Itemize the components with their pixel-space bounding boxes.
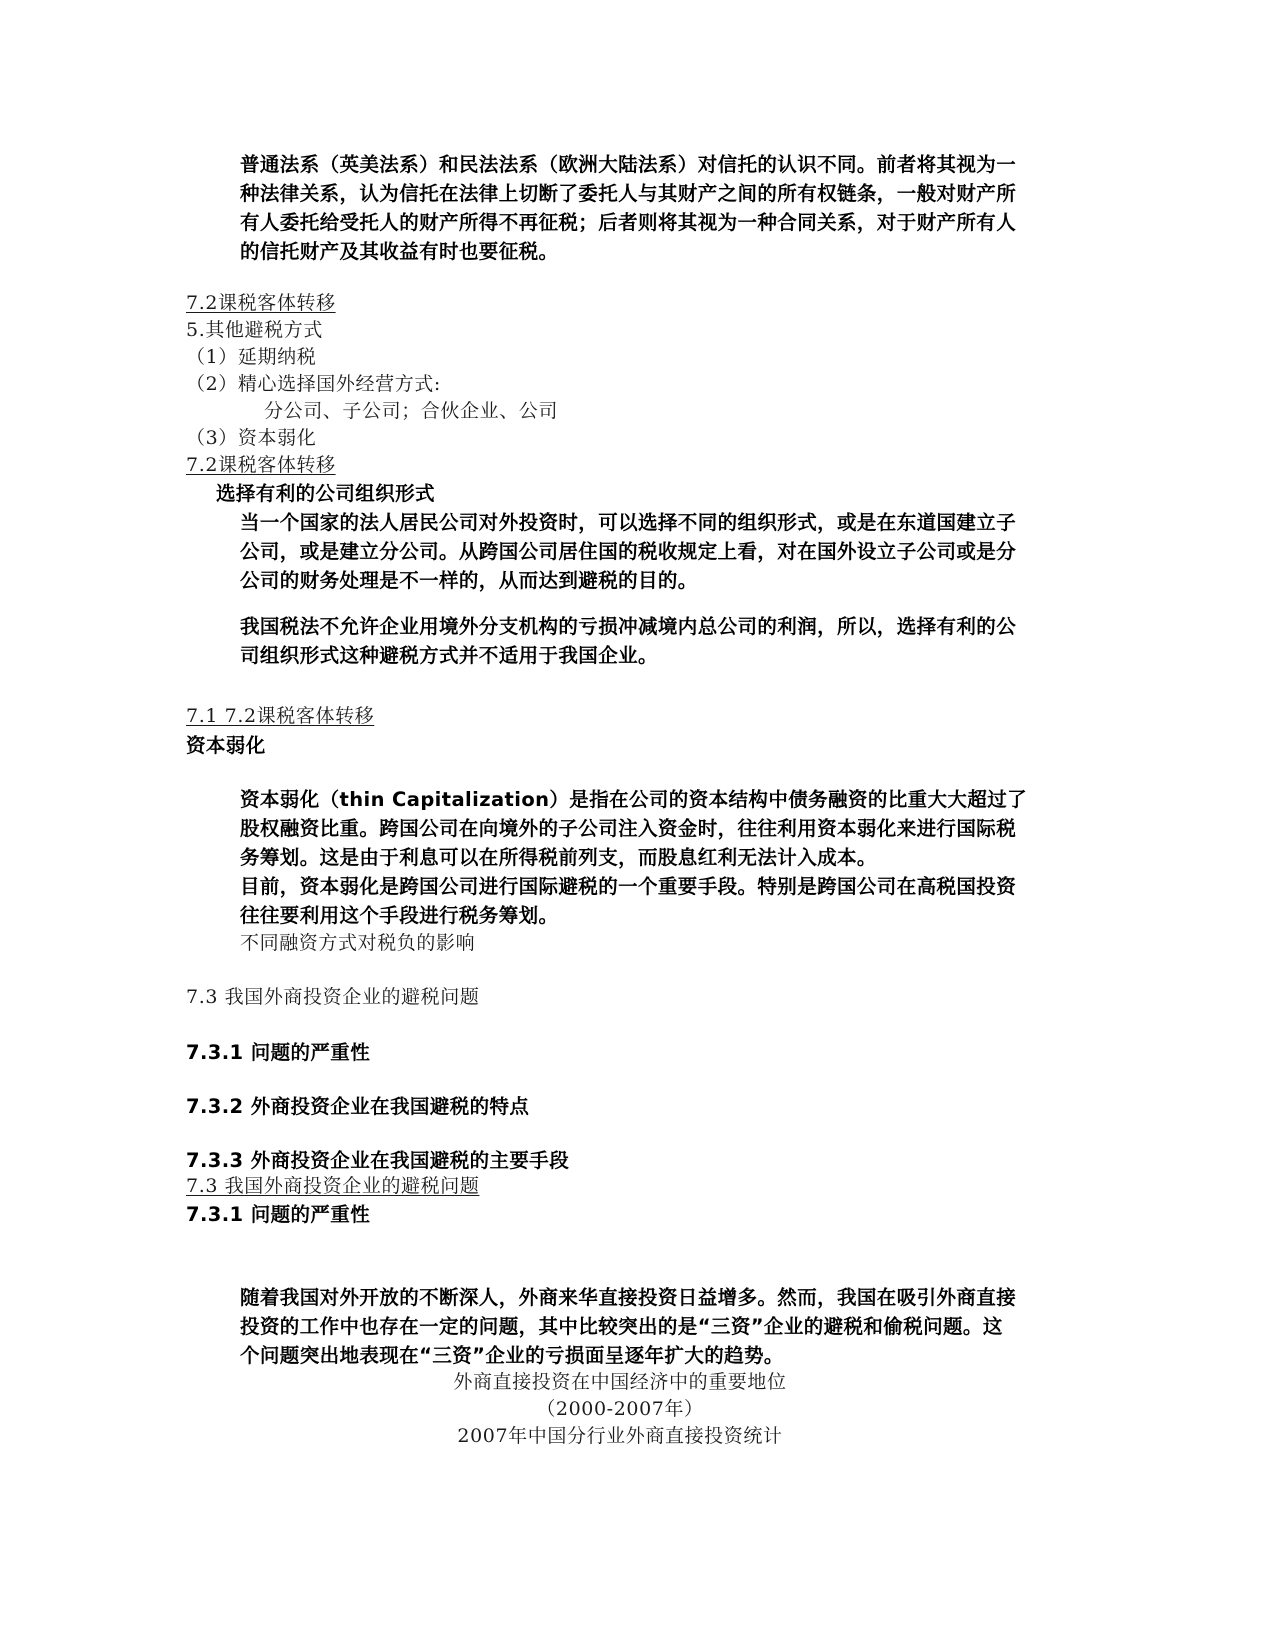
figure-caption: 外商直接投资在中国经济中的重要地位 [453, 1371, 787, 1393]
figure-caption: （2000-2007年） [536, 1398, 704, 1420]
paragraph-line: 种法律关系，认为信托在法律上切断了委托人与其财产之间的所有权链条，一般对财产所 [240, 182, 1017, 205]
section-heading: 7.2课税客体转移 [186, 292, 336, 314]
body-paragraph [240, 508, 1100, 595]
toc-item: 7.3.3 外商投资企业在我国避税的主要手段 [186, 1149, 570, 1172]
section-heading: 7.3 我国外商投资企业的避税问题 [186, 986, 480, 1008]
paragraph-line: 务筹划。这是由于利息可以在所得税前列支，而股息红利无法计入成本。 [240, 846, 877, 869]
section-subheading: 选择有利的公司组织形式 [216, 482, 435, 505]
paragraph-line: 往往要利用这个手段进行税务筹划。 [240, 904, 559, 927]
paragraph-line: 普通法系（英美法系）和民法法系（欧洲大陆法系）对信托的认识不同。前者将其视为一 [240, 153, 1017, 176]
body-paragraph [240, 612, 1100, 670]
figure-caption: 2007年中国分行业外商直接投资统计 [457, 1425, 783, 1447]
paragraph-line: 公司，或是建立分公司。从跨国公司居住国的税收规定上看，对在国外设立子公司或是分 [240, 540, 1017, 563]
list-item: （2）精心选择国外经营方式: [186, 373, 441, 395]
note-text: 不同融资方式对税负的影响 [240, 932, 476, 954]
toc-item: 7.3.2 外商投资企业在我国避税的特点 [186, 1095, 530, 1118]
list-item: （3）资本弱化 [186, 427, 317, 449]
paragraph-line: 当一个国家的法人居民公司对外投资时，可以选择不同的组织形式，或是在东道国建立子 [240, 511, 1017, 534]
paragraph-line: 司组织形式这种避税方式并不适用于我国企业。 [240, 644, 658, 667]
list-item-detail: 分公司、子公司；合伙企业、公司 [264, 400, 559, 422]
paragraph-line: 股权融资比重。跨国公司在向境外的子公司注入资金时，往往利用资本弱化来进行国际税 [240, 817, 1017, 840]
paragraph-line: 随着我国对外开放的不断深人，外商来华直接投资日益增多。然而，我国在吸引外商直接 [240, 1286, 1017, 1309]
paragraph-line: 有人委托给受托人的财产所得不再征税；后者则将其视为一种合同关系，对于财产所有人 [240, 211, 1017, 234]
section-heading: 7.3 我国外商投资企业的避税问题 [186, 1175, 480, 1197]
section-subheading: 7.3.1 问题的严重性 [186, 1203, 371, 1226]
paragraph-line: 个问题突出地表现在“三资”企业的亏损面呈逐年扩大的趋势。 [240, 1344, 784, 1367]
list-item: （1）延期纳税 [186, 346, 317, 368]
section-heading: 7.2课税客体转移 [186, 454, 336, 476]
paragraph-line: 投资的工作中也存在一定的问题，其中比较突出的是“三资”企业的避税和偷税问题。这 [240, 1315, 1003, 1338]
paragraph-line: 资本弱化（thin Capitalization）是指在公司的资本结构中债务融资的比重大大超过了 [240, 788, 1028, 811]
paragraph-line: 我国税法不允许企业用境外分支机构的亏损冲减境内总公司的利润，所以，选择有利的公 [240, 615, 1017, 638]
paragraph-line: 目前，资本弱化是跨国公司进行国际避税的一个重要手段。特别是跨国公司在高税国投资 [240, 875, 1017, 898]
paragraph-line: 的信托财产及其收益有时也要征税。 [240, 240, 559, 263]
paragraph-line: 公司的财务处理是不一样的，从而达到避税的目的。 [240, 569, 698, 592]
section-subheading: 资本弱化 [186, 734, 266, 757]
toc-item: 7.3.1 问题的严重性 [186, 1041, 371, 1064]
section-heading: 7.1 7.2课税客体转移 [186, 705, 375, 727]
trust-paragraph [240, 150, 1100, 266]
body-paragraph [240, 785, 1100, 930]
section-subheading: 5.其他避税方式 [186, 319, 323, 341]
body-paragraph [240, 1283, 1100, 1370]
